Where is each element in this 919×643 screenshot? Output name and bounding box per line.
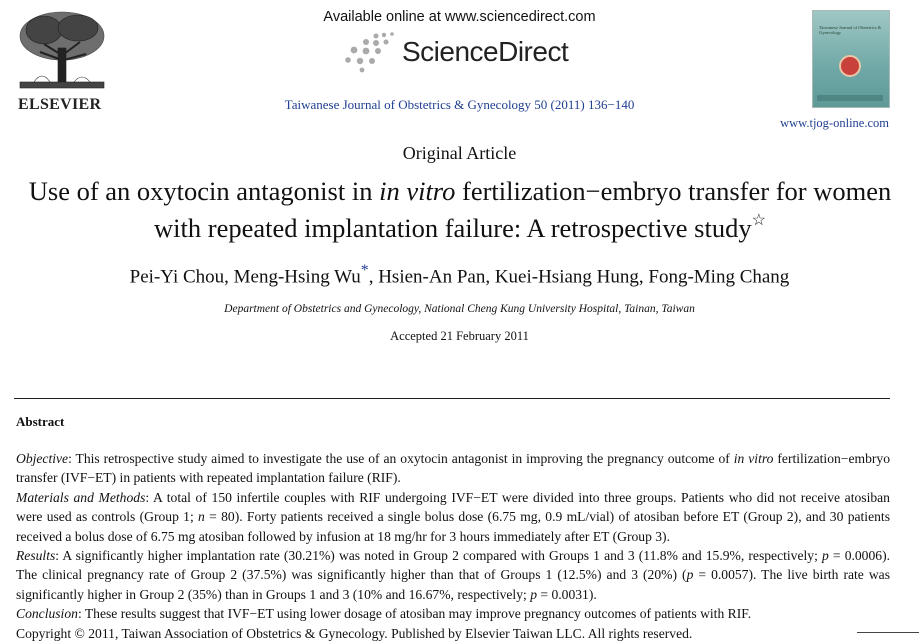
abstract-methods	[16, 488, 890, 546]
results-text-4: = 0.0031).	[536, 586, 597, 602]
article-title	[20, 176, 900, 244]
results-text-3: = 0.0057). The live birth rate was significantly higher in Group 2 (35%) than in Groups 1 and 3 (10% and 16.67%, respectively;	[16, 567, 890, 602]
conclusion-label: Conclusion	[16, 606, 78, 622]
article-type: Original Article	[402, 143, 517, 163]
objective-label: Objective	[16, 451, 69, 466]
available-online-text[interactable]: Available online at www.sciencedirect.com	[323, 9, 596, 25]
accepted-date: Accepted 21 February 2011	[390, 329, 529, 343]
results-p-3: p	[530, 586, 537, 602]
abstract-heading: Abstract	[16, 414, 65, 429]
methods-text-2: = 80). Forty patients received a single bolus dose (6.75 mg, 0.9 mL/vial) of atosiban before ET (Group 2), and 30 patients received a bolus dose of 6.75 mg atosiban followed by infusion at 18 mg/hr for 3 hours immediately after ET (Group 3).	[16, 509, 890, 544]
authors-part-2: , Hsien-An Pan, Kuei-Hsiang Hung, Fong-Ming Chang	[368, 266, 790, 288]
conclusion-text: : These results suggest that IVF−ET using lower dosage of atosiban may improve pregnancy outcomes of patients with RIF.	[77, 606, 752, 622]
journal-url-link[interactable]: www.tjog-online.com	[780, 116, 889, 130]
objective-italic: in vitro	[733, 451, 774, 466]
methods-text-1: : A total of 150 infertile couples with RIF undergoing IVF−ET were divided into three groups. Patients who did not receive atosiban were used as controls (Group 1;	[16, 489, 890, 525]
corresponding-author-mark[interactable]: *	[360, 262, 369, 279]
page-corner-rule	[857, 632, 919, 633]
copyright-notice: Copyright © 2011, Taiwan Association of Obstetrics & Gynecology. Published by Elsevier Taiwan LLC. All rights reserved.	[16, 625, 693, 641]
results-p-2: p	[686, 567, 694, 583]
title-part-2: fertilization−embryo transfer for women with repeated implantation failure: A retrospective study	[154, 176, 892, 243]
results-text-2: = 0.0006). The clinical pregnancy rate of Group 2 (37.5%) was significantly higher than that of Groups 1 (12.5%) and 3 (20%) (	[16, 548, 891, 583]
cover-emblem-icon	[839, 55, 861, 77]
abstract-body	[16, 449, 890, 643]
authors-part-1: Pei-Yi Chou, Meng-Hsing Wu	[129, 266, 361, 288]
methods-label: Materials and Methods	[16, 489, 146, 505]
abstract-divider	[14, 398, 890, 399]
journal-citation[interactable]: Taiwanese Journal of Obstetrics & Gynecology 50 (2011) 136−140	[284, 97, 635, 112]
results-text-1: : A significantly higher implantation rate (30.21%) was noted in Group 2 compared with Groups 1 and 3 (11.8% and 15.9%, respectively;	[55, 548, 822, 564]
title-part-1: Use of an oxytocin antagonist in	[28, 176, 380, 206]
title-italic: in vitro	[379, 176, 456, 206]
results-p-1: p	[821, 548, 829, 564]
objective-text-2: fertilization−embryo transfer (IVF−ET) in patients with repeated implantation failure (RIF).	[16, 451, 890, 486]
cover-title: Taiwanese Journal of Obstetrics & Gynecology	[819, 25, 882, 35]
abstract-results	[16, 546, 890, 604]
sciencedirect-logo[interactable]	[340, 28, 590, 78]
abstract-conclusion	[16, 604, 890, 623]
affiliation: Department of Obstetrics and Gynecology, National Cheng Kung University Hospital, Tainan, Taiwan	[224, 303, 695, 315]
title-footnote-mark[interactable]: ☆	[751, 212, 766, 229]
objective-text-1: : This retrospective study aimed to investigate the use of an oxytocin antagonist in improving the pregnancy outcome of	[68, 451, 734, 466]
abstract-objective	[16, 449, 890, 488]
sciencedirect-wordmark: ScienceDirect	[402, 36, 569, 67]
sciencedirect-dots-icon	[340, 30, 400, 74]
journal-cover-image[interactable]	[812, 10, 890, 108]
methods-n: n	[198, 509, 205, 525]
publisher-name: ELSEVIER	[18, 96, 102, 113]
results-label: Results	[16, 548, 56, 564]
cover-footer-band	[817, 95, 883, 101]
author-list	[0, 262, 919, 288]
